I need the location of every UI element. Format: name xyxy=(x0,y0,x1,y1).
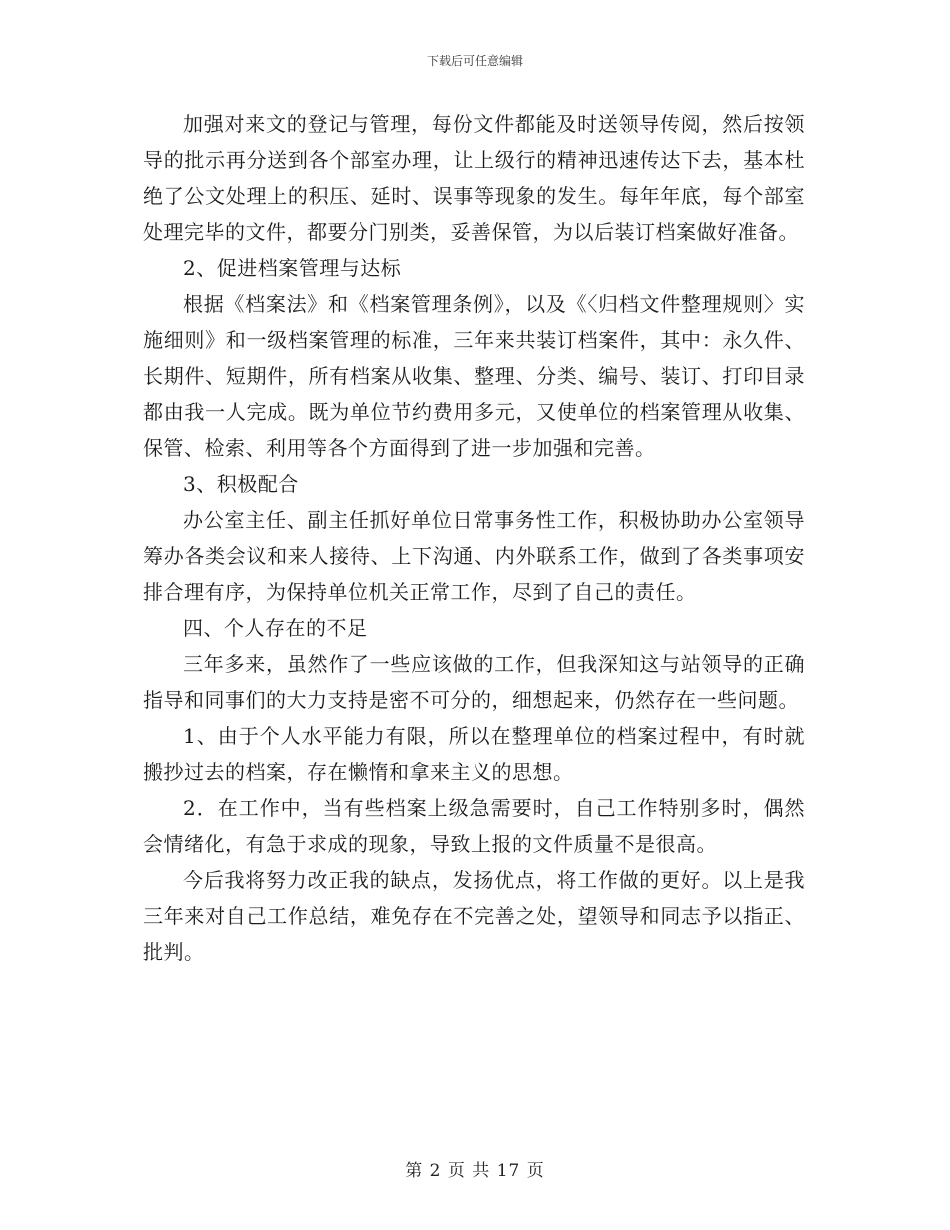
document-body xyxy=(143,106,805,970)
paragraph-cooperation: 办公室主任、副主任抓好单位日常事务性工作，积极协助办公室领导筹办各类会议和来人接待、上下沟通、内外联系工作，做到了各类事项安排合理有序，为保持单位机关正常工作，尽到了自己的责任。 xyxy=(143,508,805,604)
paragraph-conclusion: 今后我将努力改正我的缺点，发扬优点，将工作做的更好。以上是我三年来对自己工作总结，难免存在不完善之处，望领导和同志予以指正、批判。 xyxy=(143,868,805,964)
page-number-footer: 第 2 页 共 17 页 xyxy=(405,1161,545,1181)
page-header: 下载后可任意编辑 xyxy=(426,54,523,68)
paragraph-archive-management: 根据《档案法》和《档案管理条例》，以及《〈归档文件整理规则〉实施细则》和一级档案管理的标准，三年来共装订档案件，其中：永久件、长期件、短期件，所有档案从收集、整理、分类、编号、装订、打印目录都由我一人完成。既为单位节约费用多元，又使单位的档案管理从收集、保管、检索、利用等各个方面得到了进一步加强和完善。 xyxy=(143,292,805,460)
section-heading-archive-management: 2、促进档案管理与达标 xyxy=(183,256,402,280)
section-heading-cooperation: 3、积极配合 xyxy=(183,472,299,496)
paragraph-shortcomings-intro: 三年多来，虽然作了一些应该做的工作，但我深知这与站领导的正确指导和同事们的大力支持是密不可分的，细想起来，仍然存在一些问题。 xyxy=(143,652,805,712)
paragraph-shortcoming-2: 2．在工作中，当有些档案上级急需要时，自己工作特别多时，偶然会情绪化，有急于求成的现象，导致上报的文件质量不是很高。 xyxy=(143,796,805,856)
paragraph-shortcoming-1: 1、由于个人水平能力有限，所以在整理单位的档案过程中，有时就搬抄过去的档案，存在懒惰和拿来主义的思想。 xyxy=(143,724,805,784)
paragraph-document-registration: 加强对来文的登记与管理，每份文件都能及时送领导传阅，然后按领导的批示再分送到各个部室办理，让上级行的精神迅速传达下去，基本杜绝了公文处理上的积压、延时、误事等现象的发生。每年年底，每个部室处理完毕的文件，都要分门别类，妥善保管，为以后装订档案做好准备。 xyxy=(143,112,805,244)
section-heading-shortcomings: 四、个人存在的不足 xyxy=(183,616,368,640)
